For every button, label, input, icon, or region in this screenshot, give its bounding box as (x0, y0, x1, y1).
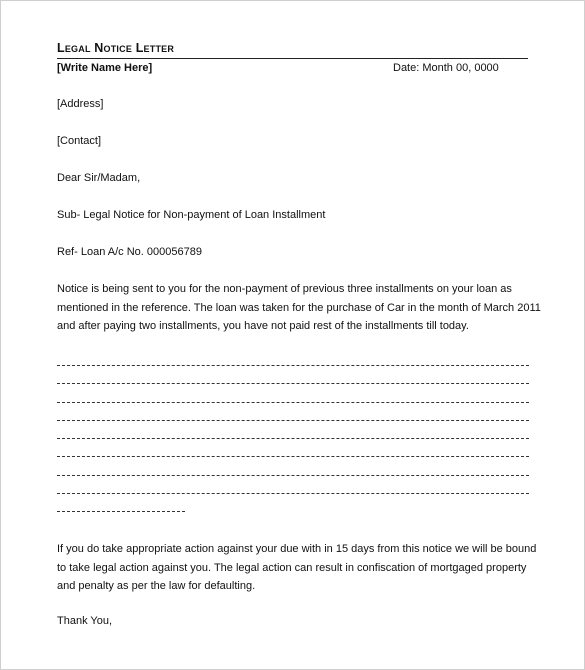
blank-fill-line (57, 484, 529, 502)
notice-paragraph-line: mentioned in the reference. The loan was taken for the purchase of Car in the month of March 2011 (57, 301, 541, 314)
blank-fill-line (57, 466, 529, 484)
blank-fill-line (57, 393, 529, 411)
notice-paragraph (57, 280, 541, 336)
blank-fill-line (57, 356, 529, 374)
subject-line: Sub- Legal Notice for Non-payment of Loan Installment (57, 209, 326, 221)
notice-paragraph-line: Notice is being sent to you for the non-payment of previous three installments on your loan as (57, 283, 512, 295)
reference-line: Ref- Loan A/c No. 000056789 (57, 246, 202, 258)
contact-placeholder: [Contact] (57, 135, 102, 147)
address-placeholder: [Address] (57, 98, 104, 110)
blank-fill-line (57, 429, 529, 447)
blank-fill-line (57, 447, 529, 465)
letter-date: Date: Month 00, 0000 (393, 62, 499, 74)
letter-title: Legal Notice Letter (57, 41, 175, 55)
warning-paragraph-line: and penalty as per the law for defaulting. (57, 580, 256, 592)
blank-fill-line-short (57, 502, 185, 520)
blank-fill-line (57, 411, 529, 429)
title-underline (57, 58, 528, 59)
sender-name-placeholder: [Write Name Here] (57, 62, 153, 74)
salutation: Dear Sir/Madam, (57, 172, 141, 184)
warning-paragraph-line: to take legal action against you. The legal action can result in confiscation of mortgaged property (57, 561, 527, 574)
warning-paragraph (57, 540, 537, 596)
closing: Thank You, (57, 615, 113, 627)
blank-fill-line (57, 374, 529, 392)
warning-paragraph-line: If you do take appropriate action against your due with in 15 days from this notice we will be bound (57, 543, 537, 555)
notice-paragraph-line: and after paying two installments, you have not paid rest of the installments till today. (57, 320, 469, 332)
blank-fill-lines (57, 356, 529, 521)
